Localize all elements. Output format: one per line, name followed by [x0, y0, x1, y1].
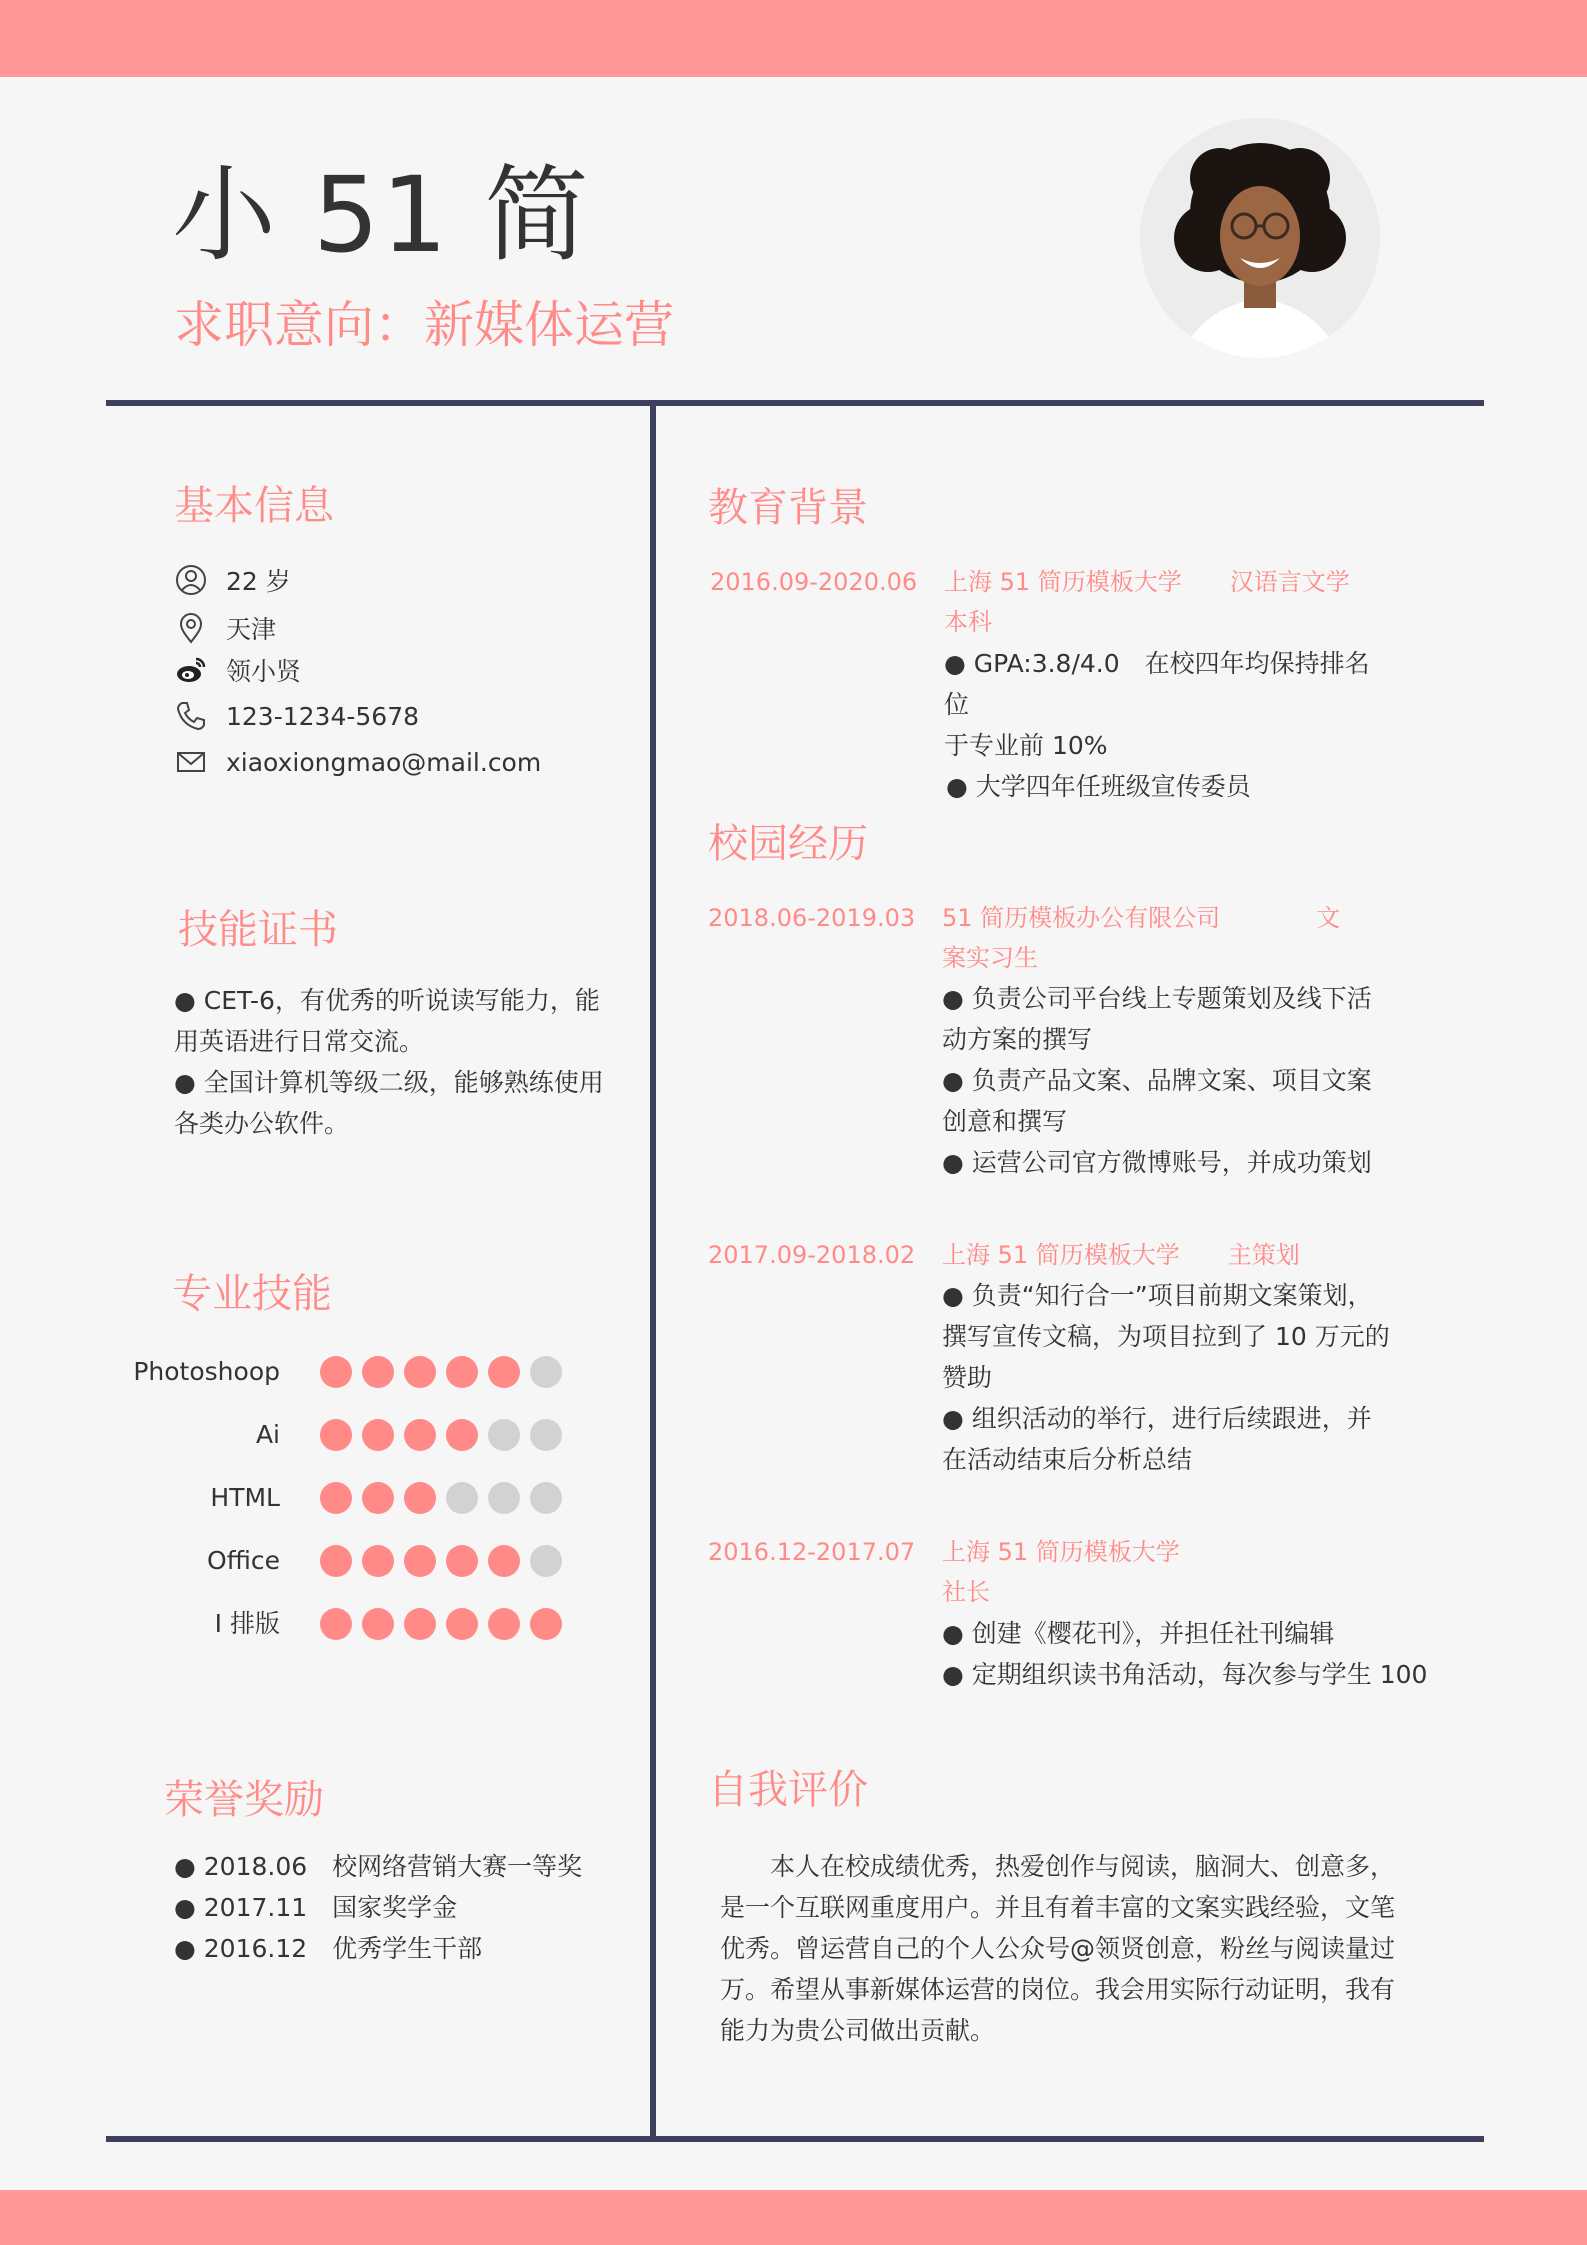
rating-dot-filled — [446, 1545, 478, 1577]
skill-label: Ai — [255, 1420, 280, 1449]
rating-dot-filled — [404, 1608, 436, 1640]
info-phone — [174, 696, 419, 736]
self-eval-line: 万。希望从事新媒体运营的岗位。我会用实际行动证明，我有 — [720, 1975, 1396, 2004]
weibo-icon — [174, 653, 208, 687]
campus-bullet-line: 动方案的撰写 — [942, 1025, 1093, 1054]
education-bullet-line: ● GPA:3.8/4.0 在校四年均保持排名位 — [944, 643, 1384, 725]
campus-exp3-org: 上海 51 简历模板大学 — [942, 1538, 1180, 1566]
campus-bullet-line: 赞助 — [942, 1363, 993, 1392]
rating-dot-filled — [488, 1545, 520, 1577]
rating-dot-filled — [362, 1356, 394, 1388]
info-age — [174, 560, 291, 600]
campus-bullet-line: ● 运营公司官方微博账号，并成功策划 — [942, 1142, 1382, 1183]
rating-dot-filled — [488, 1356, 520, 1388]
campus-exp2-details — [942, 1275, 1402, 1480]
rating-dot-empty — [530, 1419, 562, 1451]
campus-bullet-line: ● 定期组织读书角活动，每次参与学生 100 — [942, 1654, 1462, 1695]
mail-icon — [174, 745, 208, 779]
education-degree: 本科 — [944, 608, 992, 636]
rating-dot-filled — [320, 1608, 352, 1640]
rating-dot-filled — [320, 1419, 352, 1451]
campus-exp2-date: 2017.09-2018.02 — [708, 1241, 916, 1269]
job-intention: 求职意向：新媒体运营 — [174, 296, 674, 354]
cert-item-line: ● 全国计算机等级二级，能够熟练使用 — [174, 1062, 614, 1103]
info-weibo — [174, 650, 301, 690]
campus-exp1-details — [942, 978, 1382, 1183]
rating-dot-filled — [530, 1608, 562, 1640]
skill-rating — [320, 1608, 572, 1640]
campus-bullet-line: ● 负责产品文案、品牌文案、项目文案 — [942, 1060, 1382, 1101]
rating-dot-empty — [530, 1356, 562, 1388]
education-date: 2016.09-2020.06 — [710, 568, 918, 596]
rating-dot-empty — [530, 1545, 562, 1577]
basic-info-title: 基本信息 — [174, 483, 334, 529]
email-value: xiaoxiongmao@mail.com — [226, 747, 542, 777]
location-pin-icon — [174, 611, 208, 645]
campus-bullet-line: 在活动结束后分析总结 — [942, 1445, 1193, 1474]
skill-label: HTML — [210, 1483, 280, 1512]
rating-dot-filled — [362, 1482, 394, 1514]
rating-dot-filled — [446, 1419, 478, 1451]
honor-item: ● 2017.11 国家奖学金 — [174, 1887, 614, 1928]
info-city — [174, 608, 276, 648]
cert-item-line: 用英语进行日常交流。 — [174, 1027, 425, 1056]
rating-dot-filled — [362, 1545, 394, 1577]
campus-exp3-details — [942, 1613, 1462, 1695]
phone-icon — [174, 699, 208, 733]
top-color-band — [0, 0, 1587, 77]
self-eval-line: 是一个互联网重度用户。并且有着丰富的文案实践经验，文笔 — [720, 1893, 1396, 1922]
education-bullet-line: ● 大学四年任班级宣传委员 — [944, 766, 1384, 807]
skill-label: I 排版 — [214, 1609, 280, 1638]
candidate-name: 小 51 简 — [172, 154, 591, 276]
honors-list — [174, 1846, 614, 1969]
self-evaluation-text — [720, 1846, 1420, 2051]
rating-dot-filled — [320, 1482, 352, 1514]
certificates-title: 技能证书 — [178, 907, 338, 953]
self-eval-line: 优秀。曾运营自己的个人公众号@领贤创意，粉丝与阅读量过 — [720, 1934, 1396, 1963]
bottom-color-band — [0, 2190, 1587, 2245]
campus-bullet-line: 创意和撰写 — [942, 1107, 1068, 1136]
self-eval-line: 本人在校成绩优秀，热爱创作与阅读，脑洞大、创意多， — [770, 1852, 1396, 1881]
rating-dot-filled — [404, 1419, 436, 1451]
avatar — [1140, 118, 1380, 358]
campus-bullet-line: ● 创建《樱花刊》，并担任社刊编辑 — [942, 1613, 1462, 1654]
campus-bullet-line: ● 组织活动的举行，进行后续跟进，并 — [942, 1398, 1402, 1439]
rating-dot-filled — [404, 1482, 436, 1514]
honors-title: 荣誉奖励 — [164, 1777, 324, 1823]
rating-dot-filled — [404, 1545, 436, 1577]
campus-bullet-line: ● 负责公司平台线上专题策划及线下活 — [942, 978, 1382, 1019]
skill-rating — [320, 1356, 572, 1388]
self-eval-line: 能力为贵公司做出贡献。 — [720, 2016, 996, 2045]
cert-item-line: ● CET-6，有优秀的听说读写能力，能 — [174, 980, 614, 1021]
education-bullet-line: 于专业前 10% — [944, 731, 1108, 760]
education-school-major: 上海 51 简历模板大学 汉语言文学 — [944, 568, 1350, 596]
rating-dot-filled — [404, 1356, 436, 1388]
rating-dot-empty — [446, 1482, 478, 1514]
rating-dot-filled — [320, 1545, 352, 1577]
campus-exp1-org: 51 简历模板办公有限公司 文 — [942, 904, 1341, 932]
rating-dot-empty — [488, 1482, 520, 1514]
column-divider — [650, 400, 656, 2142]
age-value: 22 岁 — [226, 567, 291, 596]
skill-label: Office — [207, 1546, 280, 1575]
campus-exp2-org: 上海 51 简历模板大学 主策划 — [942, 1241, 1300, 1269]
rating-dot-filled — [362, 1608, 394, 1640]
honor-item: ● 2018.06 校网络营销大赛一等奖 — [174, 1846, 614, 1887]
weibo-value: 领小贤 — [226, 657, 302, 686]
skill-label: Photoshoop — [133, 1357, 280, 1386]
skill-rating — [320, 1545, 572, 1577]
person-icon — [174, 563, 208, 597]
skill-rating — [320, 1419, 572, 1451]
header-divider — [106, 400, 1484, 406]
phone-value: 123-1234-5678 — [226, 701, 420, 731]
certificates-list — [174, 980, 614, 1144]
campus-exp1-date: 2018.06-2019.03 — [708, 904, 916, 932]
rating-dot-empty — [488, 1419, 520, 1451]
footer-divider — [106, 2136, 1484, 2142]
campus-bullet-line: 撰写宣传文稿，为项目拉到了 10 万元的 — [942, 1322, 1390, 1351]
education-details — [944, 643, 1384, 807]
campus-exp3-role: 社长 — [942, 1578, 990, 1606]
rating-dot-filled — [488, 1608, 520, 1640]
rating-dot-filled — [362, 1419, 394, 1451]
cert-item-line: 各类办公软件。 — [174, 1109, 350, 1138]
education-title: 教育背景 — [708, 485, 868, 531]
campus-exp1-role: 案实习生 — [942, 944, 1038, 972]
rating-dot-filled — [320, 1356, 352, 1388]
portrait-photo-icon — [1140, 118, 1380, 358]
city-value: 天津 — [226, 615, 277, 644]
skill-rating — [320, 1482, 572, 1514]
rating-dot-filled — [446, 1608, 478, 1640]
skills-title: 专业技能 — [172, 1271, 332, 1317]
honor-item: ● 2016.12 优秀学生干部 — [174, 1928, 614, 1969]
campus-exp3-date: 2016.12-2017.07 — [708, 1538, 916, 1566]
rating-dot-filled — [446, 1356, 478, 1388]
campus-title: 校园经历 — [708, 821, 868, 867]
self-evaluation-title: 自我评价 — [708, 1767, 868, 1813]
campus-bullet-line: ● 负责“知行合一”项目前期文案策划， — [942, 1275, 1402, 1316]
rating-dot-empty — [530, 1482, 562, 1514]
info-email — [174, 742, 541, 782]
